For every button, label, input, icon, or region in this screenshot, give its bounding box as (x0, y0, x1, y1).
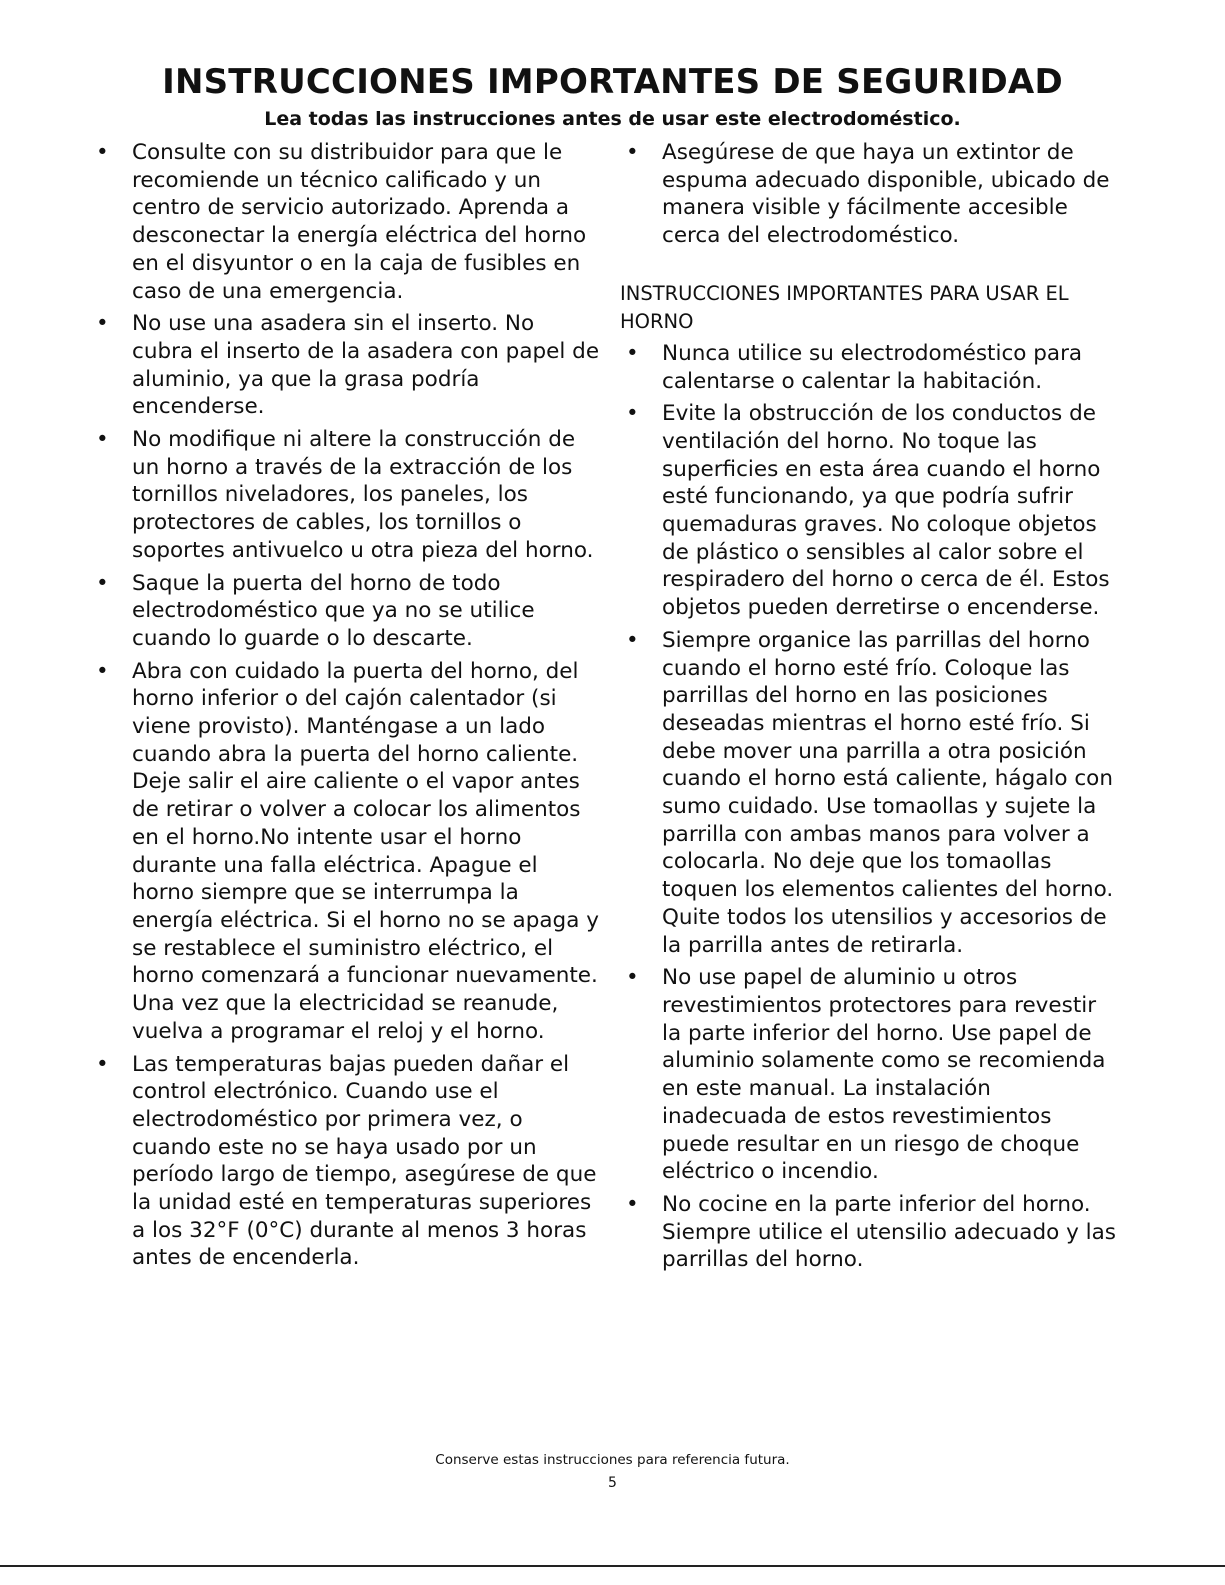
list-item (620, 627, 1120, 959)
list-item-text: Evite la obstrucción de los conductos de ventilación del horno. No toque las superficies en esta área cuando el horno esté funcionando, ya que podría sufrir quemaduras graves. No coloque objetos de plástico o sensibles al calor sobre el respiradero del horno o cerca de él. Estos objetos pueden derretirse o encenderse. (662, 401, 1110, 621)
right-top-bullet-list (620, 139, 1120, 250)
list-item (90, 426, 600, 565)
section-heading: INSTRUCCIONES IMPORTANTES PARA USAR EL HORNO (620, 281, 1069, 333)
list-item-text: No use papel de aluminio u otros revestimientos protectores para revestir la parte inferior del horno. Use papel de aluminio solamente como se recomienda en este manual. La instalación inadecuada de estos revestimientos puede resultar en un riesgo de choque eléctrico o incendio. (662, 965, 1106, 1185)
list-item (620, 400, 1120, 622)
page-subtitle: Lea todas las instrucciones antes de usar este electrodoméstico. (264, 108, 961, 130)
list-item-text: Consulte con su distribuidor para que le recomiende un técnico calificado y un centro de servicio autorizado. Aprenda a desconectar la energía eléctrica del horno en el disyuntor o en la caja de fusibles en caso de una emergencia. (132, 140, 587, 304)
bullet-icon: • (96, 1051, 109, 1077)
right-column (620, 139, 1120, 1279)
list-item (90, 570, 600, 653)
list-item-text: Siempre organice las parrillas del horno cuando el horno esté frío. Coloque las parrillas del horno en las posiciones deseadas mientras el horno esté frío. Si debe mover una parrilla a otra posición cuando el horno está caliente, hágalo con sumo cuidado. Use tomaollas y sujete la parrilla con ambas manos para volver a colocarla. No deje que los tomaollas toquen los elementos calientes del horno. Quite todos los utensilios y accesorios de la parrilla antes de retirarla. (662, 627, 1114, 958)
list-item (90, 310, 600, 421)
bullet-icon: • (626, 1191, 639, 1217)
bullet-icon: • (626, 140, 639, 165)
footer-note: Conserve estas instrucciones para referencia futura. (435, 1452, 790, 1468)
list-item-text: Nunca utilice su electrodoméstico para calentarse o calentar la habitación. (662, 340, 1083, 394)
list-item-text: Asegúrese de que haya un extintor de espuma adecuado disponible, ubicado de manera visible y fácilmente accesible cerca del electrodoméstico. (662, 140, 1110, 249)
page-number: 5 (608, 1475, 617, 1491)
list-item (90, 1051, 600, 1273)
left-column (90, 139, 600, 1277)
bottom-divider (0, 1565, 1225, 1567)
bullet-icon: • (96, 311, 109, 337)
list-item-text: Las temperaturas bajas pueden dañar el control electrónico. Cuando use el electrodoméstico por primera vez, o cuando este no se haya usado por un período largo de tiempo, asegúrese de que la unidad esté en temperaturas superiores a los 32°F (0°C) durante al menos 3 horas antes de encenderla. (132, 1051, 597, 1271)
list-item-text: Abra con cuidado la puerta del horno, del horno inferior o del cajón calentador (si viene provisto). Manténgase a un lado cuando abra la puerta del horno caliente. Deje salir el aire caliente o el vapor antes de retirar o volver a colocar los alimentos en el horno.No intente usar el horno durante una falla eléctrica. Apague el horno siempre que se interrumpa la energía eléctrica. Si el horno no se apaga y se restablece el suministro eléctrico, el horno comenzará a funcionar nuevamente. Una vez que la electricidad se reanude, vuelva a programar el reloj y el horno. (132, 658, 599, 1044)
list-item (620, 1191, 1120, 1274)
bullet-icon: • (626, 340, 639, 366)
list-item (90, 658, 600, 1046)
left-bullet-list (90, 139, 600, 1272)
list-item-text: No use una asadera sin el inserto. No cubra el inserto de la asadera con papel de aluminio, ya que la grasa podría encenderse. (132, 311, 600, 420)
list-item-text: No modifique ni altere la construcción de un horno a través de la extracción de los tornillos niveladores, los paneles, los protectores de cables, los tornillos o soportes antivuelco u otra pieza del horno. (132, 427, 594, 563)
list-item (620, 964, 1120, 1186)
bullet-icon: • (96, 570, 109, 596)
bullet-icon: • (626, 627, 639, 653)
bullet-icon: • (96, 427, 109, 453)
list-item (620, 340, 1120, 395)
list-item-text: Saque la puerta del horno de todo electrodoméstico que ya no se utilice cuando lo guarde o lo descarte. (132, 570, 535, 651)
list-item-text: No cocine en la parte inferior del horno. Siempre utilice el utensilio adecuado y las parrillas del horno. (662, 1191, 1116, 1273)
bullet-icon: • (626, 965, 639, 991)
bullet-icon: • (626, 401, 639, 427)
list-item (620, 139, 1120, 250)
list-item (90, 139, 600, 305)
right-bullet-list (620, 340, 1120, 1274)
bullet-icon: • (96, 140, 109, 165)
page-title: INSTRUCCIONES IMPORTANTES DE SEGURIDAD (162, 62, 1063, 102)
bullet-icon: • (96, 658, 109, 684)
